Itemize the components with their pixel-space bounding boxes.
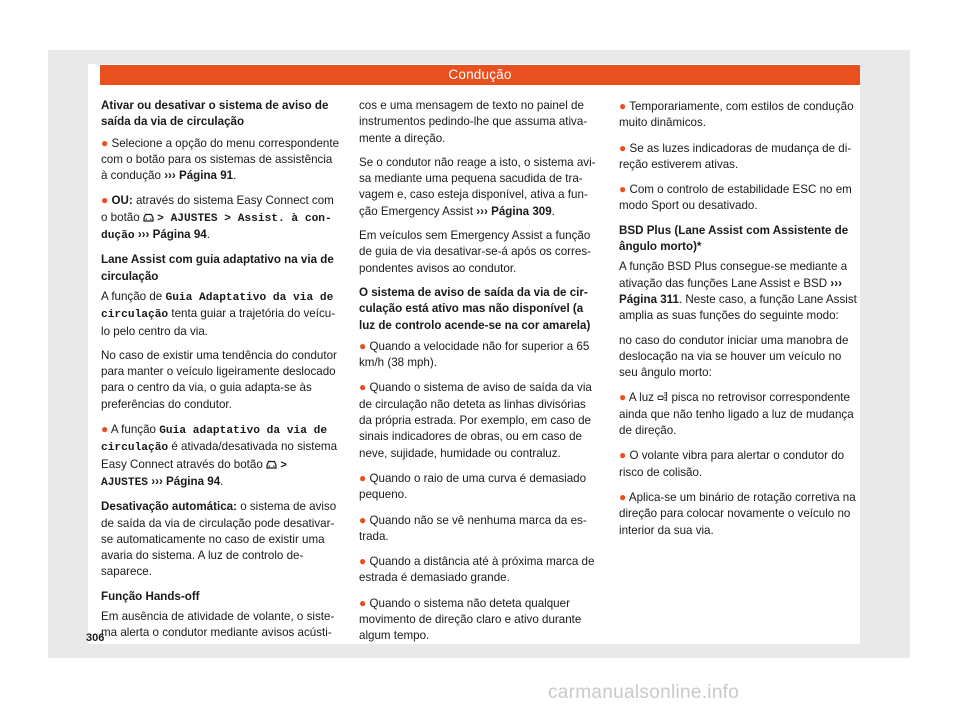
list-item: ● Quando não se vê nenhuma marca da estrada. <box>359 512 587 543</box>
watermark: carmanualsonline.info <box>548 682 740 703</box>
paragraph-bsd-plus: A função BSD Plus consegue-se mediante a ativação das funções Lane Assist e BSD ››› Página 311. Neste caso, a função Lane Assist amplia as suas funções do seguinte modo: <box>619 260 857 323</box>
paragraph-adaptive-guide: A função de Guia Adaptativo da via de circulação tenta guiar a trajetória do veículo pelo centro da via. <box>101 289 336 338</box>
bullet-menu-option: ● Selecione a opção do menu correspondente com o botão para os sistemas de assistência à condução ››› Página 91. <box>101 135 340 183</box>
list-item: ● Temporariamente, com estilos de condução muito dinâmicos. <box>619 99 854 130</box>
section-header: Condução <box>100 65 860 85</box>
column-middle <box>359 98 597 653</box>
list-item: ● Quando o sistema não deteta qualquer movimento de direção claro e ativo durante algum tempo. <box>359 595 582 643</box>
column-left <box>101 98 339 650</box>
bullet-icon: ● <box>359 554 367 569</box>
paragraph-auto-deactivation: Desativação automática: o sistema de aviso de saída da via de circulação pode desativar-se automaticamente no caso de existir uma avaria do sistema. A luz de controlo desaparece. <box>101 500 337 579</box>
heading-active-not-available: O sistema de aviso de saída da via de circulação está ativo mas não disponível (a luz de controlo acende-se na cor amarela) <box>359 285 591 332</box>
bullet-icon: ● <box>101 135 109 150</box>
list-item: ● Com o controlo de estabilidade ESC no em modo Sport ou desativado. <box>619 182 852 213</box>
bullet-icon: ● <box>619 99 627 113</box>
car-menu-icon <box>266 460 277 469</box>
page-ref-link[interactable]: ››› Página 94 <box>137 228 207 242</box>
page-ref-link[interactable]: ››› Página 91 <box>164 169 234 183</box>
list-item: ● O volante vibra para alertar o condutor do risco de colisão. <box>619 448 845 479</box>
list-item: ● Quando o sistema de aviso de saída da via de circulação não deteta as linhas divisórias da própria estrada. Por exemplo, em caso de sinais indicadores de obras, ou em caso de neve, sujidade, humidade ou contraluz. <box>359 380 592 460</box>
car-menu-icon <box>143 213 154 222</box>
list-item: ● Aplica-se um binário de rotação corretiva na direção para colocar novamente o veículo no interior da sua via. <box>619 489 856 537</box>
bullet-icon: ● <box>619 489 627 504</box>
list-item: ● Quando o raio de uma curva é demasiado pequeno. <box>359 470 587 502</box>
paragraph-without-emergency-assist: Em veículos sem Emergency Assist a função de guia de via desativar-se-á após os correspondentes avisos ao condutor. <box>359 229 592 275</box>
paragraph-acoustic-warnings: cos e uma mensagem de texto no painel de instrumentos pedindo-lhe que assuma ativamente a direção. <box>359 99 588 145</box>
bullet-icon: ● <box>101 193 109 208</box>
bullet-icon: ● <box>359 380 367 395</box>
paragraph-brake-jolt: Se o condutor não reage a isto, o sistema avisa mediante uma pequena sacudida de travagem e, caso esteja disponível, ativa a função Emergency Assist ››› Página 309. <box>359 155 596 218</box>
bullet-icon: ● <box>619 140 627 155</box>
blind-spot-warning-icon <box>657 391 668 402</box>
page-ref-link[interactable]: ››› Página 94 <box>151 474 221 488</box>
bullet-function-toggle: ● A função Guia adaptativo da via de circulação é ativada/desativada no sistema Easy Connect através do botão > AJUSTES ››› Página 94. <box>101 422 338 489</box>
paragraph-blind-spot-maneuver: no caso do condutor iniciar uma manobra de deslocação na via se houver um veículo no seu ângulo morto: <box>619 333 849 380</box>
list-item: ● Quando a distância até à próxima marca de estrada é demasiado grande. <box>359 554 595 585</box>
page-number: 306 <box>86 632 105 644</box>
list-item: ● A luz pisca no retrovisor correspondente ainda que não tenho ligado a luz de mudança de direção. <box>619 390 854 438</box>
paragraph-driver-tendency: No caso de existir uma tendência do condutor para manter o veículo ligeiramente deslocado para o centro da via, o guia adapta-se às preferências do condutor. <box>101 348 337 411</box>
heading-hands-off: Função Hands-off <box>101 589 200 603</box>
page-ref-link[interactable]: ››› Página 311 <box>619 276 842 306</box>
bullet-icon: ● <box>359 470 367 485</box>
paragraph-hands-off: Em ausência de atividade de volante, o sistema alerta o condutor mediante avisos acústi- <box>101 610 335 640</box>
heading-bsd-plus: BSD Plus (Lane Assist com Assistente de ângulo morto)* <box>619 223 849 254</box>
bullet-icon: ● <box>101 422 109 437</box>
heading-lane-assist-adaptive: Lane Assist com guia adaptativo na via de circulação <box>101 253 334 283</box>
page-ref-link[interactable]: ››› Página 309 <box>476 204 552 218</box>
list-item: ● Se as luzes indicadoras de mudança de direção estiverem ativas. <box>619 140 852 171</box>
heading-activate-lane-warning: Ativar ou desativar o sistema de aviso de saída da via de circulação <box>101 99 329 129</box>
bullet-icon: ● <box>619 182 627 197</box>
bullet-icon: ● <box>359 338 367 353</box>
bullet-or-easy-connect: ● OU: através do sistema Easy Connect com o botão > AJUSTES > Assist. à condução ››› Página 94. <box>101 193 334 243</box>
bullet-icon: ● <box>619 448 627 463</box>
bullet-icon: ● <box>359 595 367 610</box>
bullet-icon: ● <box>359 512 367 527</box>
list-item: ● Quando a velocidade não for superior a 65 km/h (38 mph). <box>359 338 590 370</box>
column-right <box>619 98 857 547</box>
bullet-icon: ● <box>619 390 627 405</box>
